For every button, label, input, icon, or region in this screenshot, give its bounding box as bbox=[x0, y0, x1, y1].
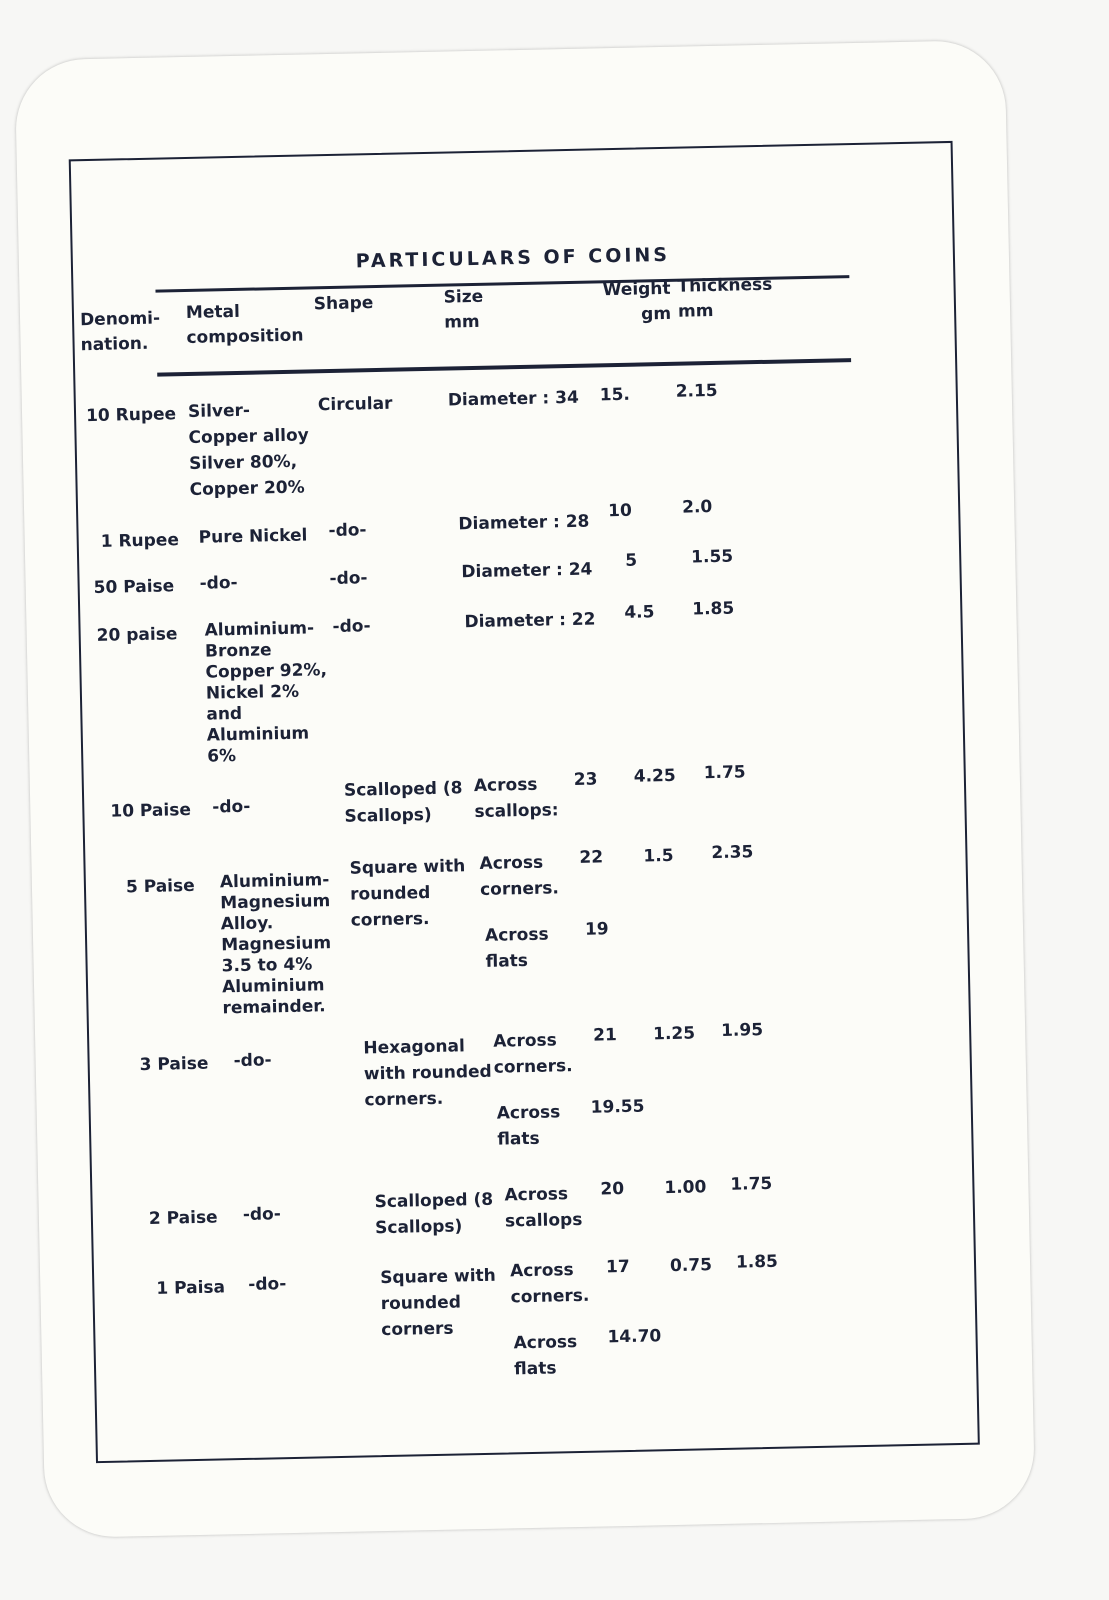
row4-weight: 4.5 bbox=[624, 602, 655, 623]
row6-weight: 1.5 bbox=[643, 845, 674, 867]
row2-shape: -do- bbox=[328, 520, 367, 542]
table-title: PARTICULARS OF COINS bbox=[355, 243, 671, 273]
row5-denomination: 10 Paise bbox=[110, 800, 192, 822]
row1-thickness: 2.15 bbox=[675, 380, 718, 402]
row8-metal: -do- bbox=[242, 1204, 282, 1225]
card-frame bbox=[69, 141, 980, 1463]
row7-metal: -do- bbox=[233, 1050, 272, 1072]
header-shape: Shape bbox=[313, 293, 374, 315]
row6-size-label-2: Across flats bbox=[484, 924, 549, 972]
row6-metal: Aluminium- Magnesium Alloy. Magnesium 3.5 to 4% Aluminium remainder. bbox=[219, 870, 332, 1019]
row8-size-value: 20 bbox=[600, 1179, 625, 1200]
header-size: Size mm bbox=[443, 286, 484, 333]
row2-thickness: 2.0 bbox=[681, 497, 713, 518]
row4-shape: -do- bbox=[332, 616, 371, 637]
row5-size-label: Across scallops: bbox=[473, 774, 559, 823]
row6-thickness: 2.35 bbox=[711, 842, 754, 864]
row9-weight: 0.75 bbox=[669, 1255, 713, 1277]
row1-weight: 15. bbox=[599, 384, 631, 406]
coin-card bbox=[15, 40, 1036, 1538]
row4-size-label: Diameter : 22 bbox=[464, 609, 596, 633]
row7-size-label-2: Across flats bbox=[496, 1102, 561, 1150]
row9-metal: -do- bbox=[248, 1274, 287, 1295]
row4-thickness: 1.85 bbox=[692, 598, 735, 620]
row2-size-label: Diameter : 28 bbox=[458, 511, 590, 535]
row3-weight: 5 bbox=[625, 550, 638, 571]
row5-weight: 4.25 bbox=[633, 765, 676, 787]
header-thickness: Thickness mm bbox=[677, 274, 773, 322]
row2-denomination: 1 Rupee bbox=[100, 530, 180, 552]
row9-size-value-2: 14.70 bbox=[607, 1326, 662, 1348]
row7-thickness: 1.95 bbox=[720, 1020, 764, 1041]
header-denomination: Denomi- nation. bbox=[79, 308, 161, 356]
row9-size-label-2: Across flats bbox=[513, 1332, 578, 1380]
row1-denomination: 10 Rupee bbox=[85, 404, 177, 427]
row7-weight: 1.25 bbox=[652, 1023, 696, 1045]
row6-size-value-1: 22 bbox=[579, 847, 604, 868]
row9-size-label-1: Across corners. bbox=[509, 1260, 590, 1308]
header-metal: Metal composition bbox=[185, 301, 304, 348]
row7-size-value-2: 19.55 bbox=[590, 1096, 645, 1118]
row7-size-value-1: 21 bbox=[592, 1025, 618, 1046]
row6-size-value-2: 19 bbox=[584, 919, 609, 940]
row5-shape: Scalloped (8 Scallops) bbox=[343, 778, 463, 827]
row1-shape: Circular bbox=[317, 393, 393, 416]
row7-size-label-1: Across corners. bbox=[493, 1030, 573, 1078]
row3-size-label: Diameter : 24 bbox=[461, 559, 593, 583]
row5-metal: -do- bbox=[212, 796, 251, 818]
row7-denomination: 3 Paise bbox=[139, 1053, 209, 1076]
row2-weight: 10 bbox=[607, 500, 633, 522]
row1-size-label: Diameter : 34 bbox=[447, 387, 580, 411]
row5-thickness: 1.75 bbox=[703, 762, 746, 784]
row6-size-label-1: Across corners. bbox=[479, 852, 560, 900]
row9-shape: Square with rounded corners bbox=[380, 1265, 496, 1341]
row9-thickness: 1.85 bbox=[735, 1251, 779, 1273]
row4-metal: Aluminium- Bronze Copper 92%, Nickel 2% and Aluminium 6% bbox=[204, 618, 328, 767]
row1-metal: Silver-Copper alloy Silver 80%, Copper 20% bbox=[187, 400, 309, 500]
row8-thickness: 1.75 bbox=[730, 1173, 773, 1195]
row5-size-value: 23 bbox=[573, 769, 598, 790]
row9-denomination: 1 Paisa bbox=[156, 1277, 226, 1299]
header-bottom-rule bbox=[157, 358, 851, 377]
row4-denomination: 20 paise bbox=[96, 624, 178, 646]
row9-size-value-1: 17 bbox=[605, 1256, 630, 1278]
row3-thickness: 1.55 bbox=[690, 546, 734, 568]
row3-denomination: 50 Paise bbox=[93, 576, 175, 598]
row3-shape: -do- bbox=[329, 568, 368, 590]
row3-metal: -do- bbox=[199, 572, 238, 594]
row8-size-label: Across scallops bbox=[504, 1184, 583, 1232]
row8-denomination: 2 Paise bbox=[148, 1207, 218, 1229]
row6-denomination: 5 Paise bbox=[125, 875, 195, 898]
row6-shape: Square with rounded corners. bbox=[349, 856, 466, 931]
row8-weight: 1.00 bbox=[664, 1177, 707, 1199]
header-weight: Weight gm bbox=[602, 278, 672, 325]
row8-shape: Scalloped (8 Scallops) bbox=[374, 1189, 494, 1239]
row2-metal: Pure Nickel bbox=[198, 525, 308, 548]
row7-shape: Hexagonal with rounded corners. bbox=[363, 1036, 492, 1111]
